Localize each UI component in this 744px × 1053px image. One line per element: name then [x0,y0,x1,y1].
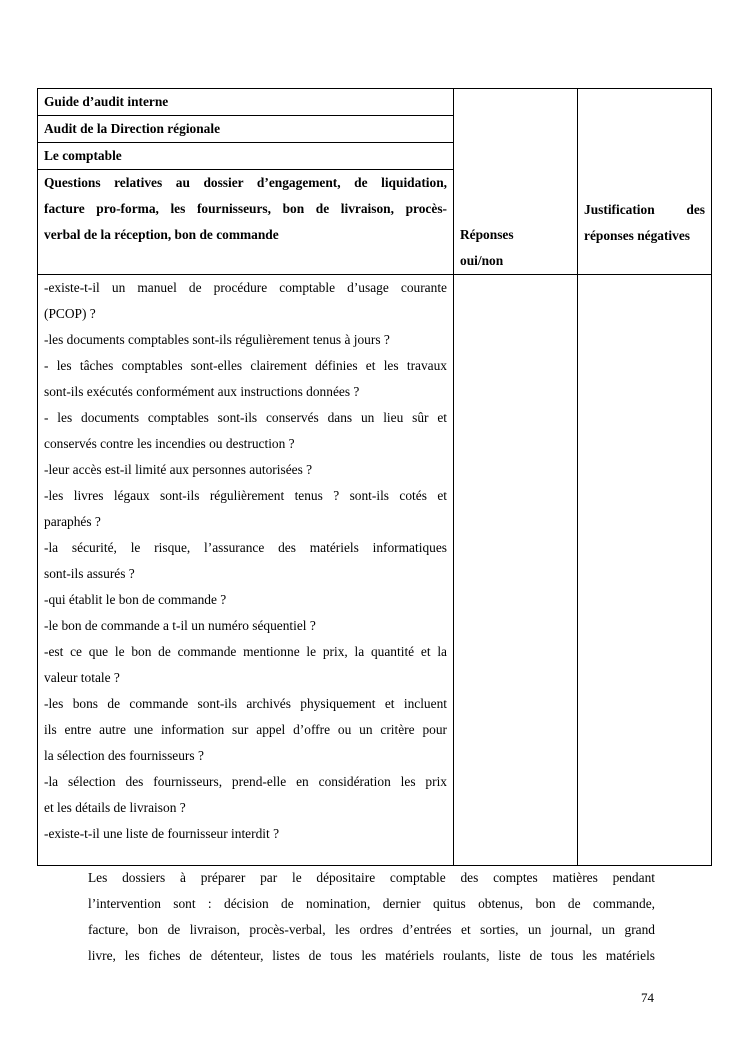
question-line: sont-ils exécutés conformément aux instructions données ? [44,384,360,399]
question-line: valeur totale ? [44,670,120,685]
paragraph-line: l’intervention sont : décision de nomination, dernier quitus obtenus, bon de commande, [88,896,655,911]
justification-header-line: réponses négatives [584,227,691,243]
question-line: - les tâches comptables sont-elles clairement définies et les travaux [44,358,447,373]
question-line: -leur accès est-il limité aux personnes autorisées ? [44,462,313,477]
question-line: - les documents comptables sont-ils conservés dans un lieu sûr et [44,410,447,425]
questions-title [38,170,454,275]
audit-guide-table [37,88,712,866]
justification-cell [578,275,712,866]
question-line: -la sélection des fournisseurs, prend-elle en considération les prix [44,774,447,789]
paragraph-line: livre, les fiches de détenteur, listes de tous les matériels roulants, liste de tous les matériels [88,948,655,963]
question-line: la sélection des fournisseurs ? [44,748,204,763]
header-direction: Audit de la Direction régionale [38,116,454,143]
question-line: -existe-t-il un manuel de procédure comptable d’usage courante [44,280,447,295]
paragraph-line: facture, bon de livraison, procès-verbal, les ordres d’entrées et sorties, un journal, un grand [88,922,655,937]
header-guide-title: Guide d’audit interne [38,89,454,116]
page-number: 74 [641,990,654,1005]
responses-header [454,89,578,275]
question-line: et les détails de livraison ? [44,800,186,815]
header-comptable: Le comptable [38,143,454,170]
justification-header-line: Justification des [584,201,705,217]
question-line: -qui établit le bon de commande ? [44,592,227,607]
question-line: -les livres légaux sont-ils régulièrement tenus ? sont-ils cotés et [44,488,447,503]
questions-list [38,275,454,866]
paragraph-line: Les dossiers à préparer par le dépositaire comptable des comptes matières pendant [88,870,655,885]
body-paragraph [88,865,655,969]
question-line: -les bons de commande sont-ils archivés physiquement et incluent [44,696,447,711]
questions-title-line: Questions relatives au dossier d’engagement, de liquidation, [44,175,447,190]
question-line: -existe-t-il une liste de fournisseur interdit ? [44,826,280,841]
question-line: -le bon de commande a t-il un numéro séquentiel ? [44,618,316,633]
responses-cell [454,275,578,866]
question-line: paraphés ? [44,514,101,529]
question-line: -la sécurité, le risque, l’assurance des matériels informatiques [44,540,447,555]
justification-header [578,89,712,275]
question-line: conservés contre les incendies ou destruction ? [44,436,295,451]
question-line: ils entre autre une information sur appel d’offre ou un critère pour [44,722,447,737]
question-line: -est ce que le bon de commande mentionne le prix, la quantité et la [44,644,447,659]
questions-title-line: facture pro-forma, les fournisseurs, bon de livraison, procès- [44,201,447,216]
question-line: -les documents comptables sont-ils régulièrement tenus à jours ? [44,332,390,347]
question-line: (PCOP) ? [44,306,96,321]
questions-title-line: verbal de la réception, bon de commande [44,227,279,242]
responses-header-line: Réponses [460,227,514,242]
responses-header-line: oui/non [460,253,504,268]
question-line: sont-ils assurés ? [44,566,135,581]
